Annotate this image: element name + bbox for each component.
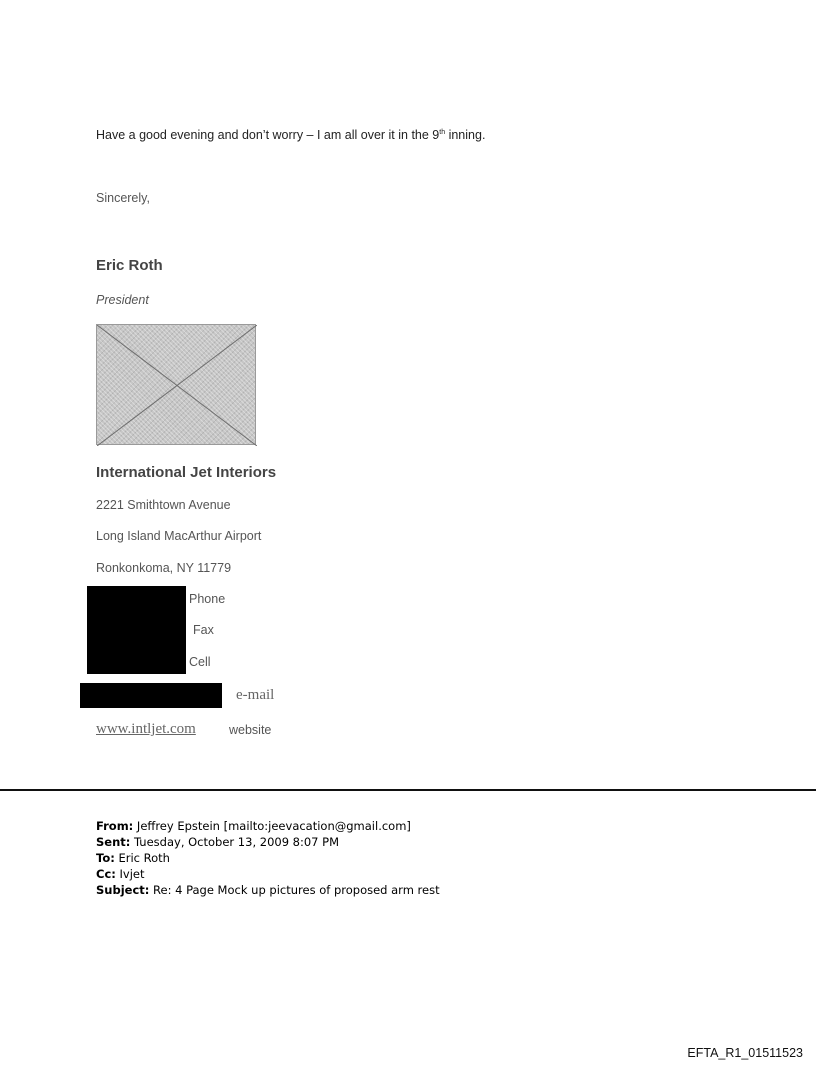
email-redaction-box (80, 683, 222, 708)
message-divider (0, 789, 816, 791)
from-value: Jeffrey Epstein [mailto:jeevacation@gmail.com] (133, 819, 411, 833)
sign-off: Sincerely, (96, 191, 150, 205)
subject-value: Re: 4 Page Mock up pictures of proposed arm rest (149, 883, 440, 897)
cell-label: Cell (189, 655, 211, 669)
phone-label: Phone (189, 592, 226, 606)
sent-label: Sent: (96, 835, 131, 849)
cc-value: Ivjet (115, 867, 145, 881)
broken-image-icon (96, 324, 256, 445)
subject-label: Subject: (96, 883, 150, 897)
subject-row (96, 882, 440, 898)
signature-title: President (96, 293, 149, 307)
fax-label: Fax (193, 623, 214, 637)
sent-row (96, 834, 440, 850)
company-name: International Jet Interiors (96, 464, 277, 481)
document-id: EFTA_R1_01511523 (687, 1046, 803, 1060)
closing-line-text: Have a good evening and don’t worry – I am all over it in the 9 (96, 128, 440, 142)
to-label: To: (96, 851, 115, 865)
image-placeholder-cross (97, 325, 257, 446)
sent-value: Tuesday, October 13, 2009 8:07 PM (130, 835, 340, 849)
cc-row (96, 866, 440, 882)
website-link[interactable]: www.intljet.com (96, 721, 196, 737)
quoted-header (96, 818, 440, 898)
address-line-3: Ronkonkoma, NY 11779 (96, 561, 232, 575)
to-value: Eric Roth (114, 851, 170, 865)
closing-line-end: inning. (445, 128, 486, 142)
email-label: e-mail (236, 687, 275, 703)
ordinal-suffix: th (439, 129, 446, 136)
signature-name: Eric Roth (96, 257, 163, 274)
website-label: website (229, 723, 272, 737)
redaction-box (87, 586, 186, 674)
cc-label: Cc: (96, 867, 116, 881)
address-line-2: Long Island MacArthur Airport (96, 529, 262, 543)
from-row (96, 818, 440, 834)
closing-line (96, 128, 485, 142)
from-label: From: (96, 819, 134, 833)
to-row (96, 850, 440, 866)
address-line-1: 2221 Smithtown Avenue (96, 498, 231, 512)
